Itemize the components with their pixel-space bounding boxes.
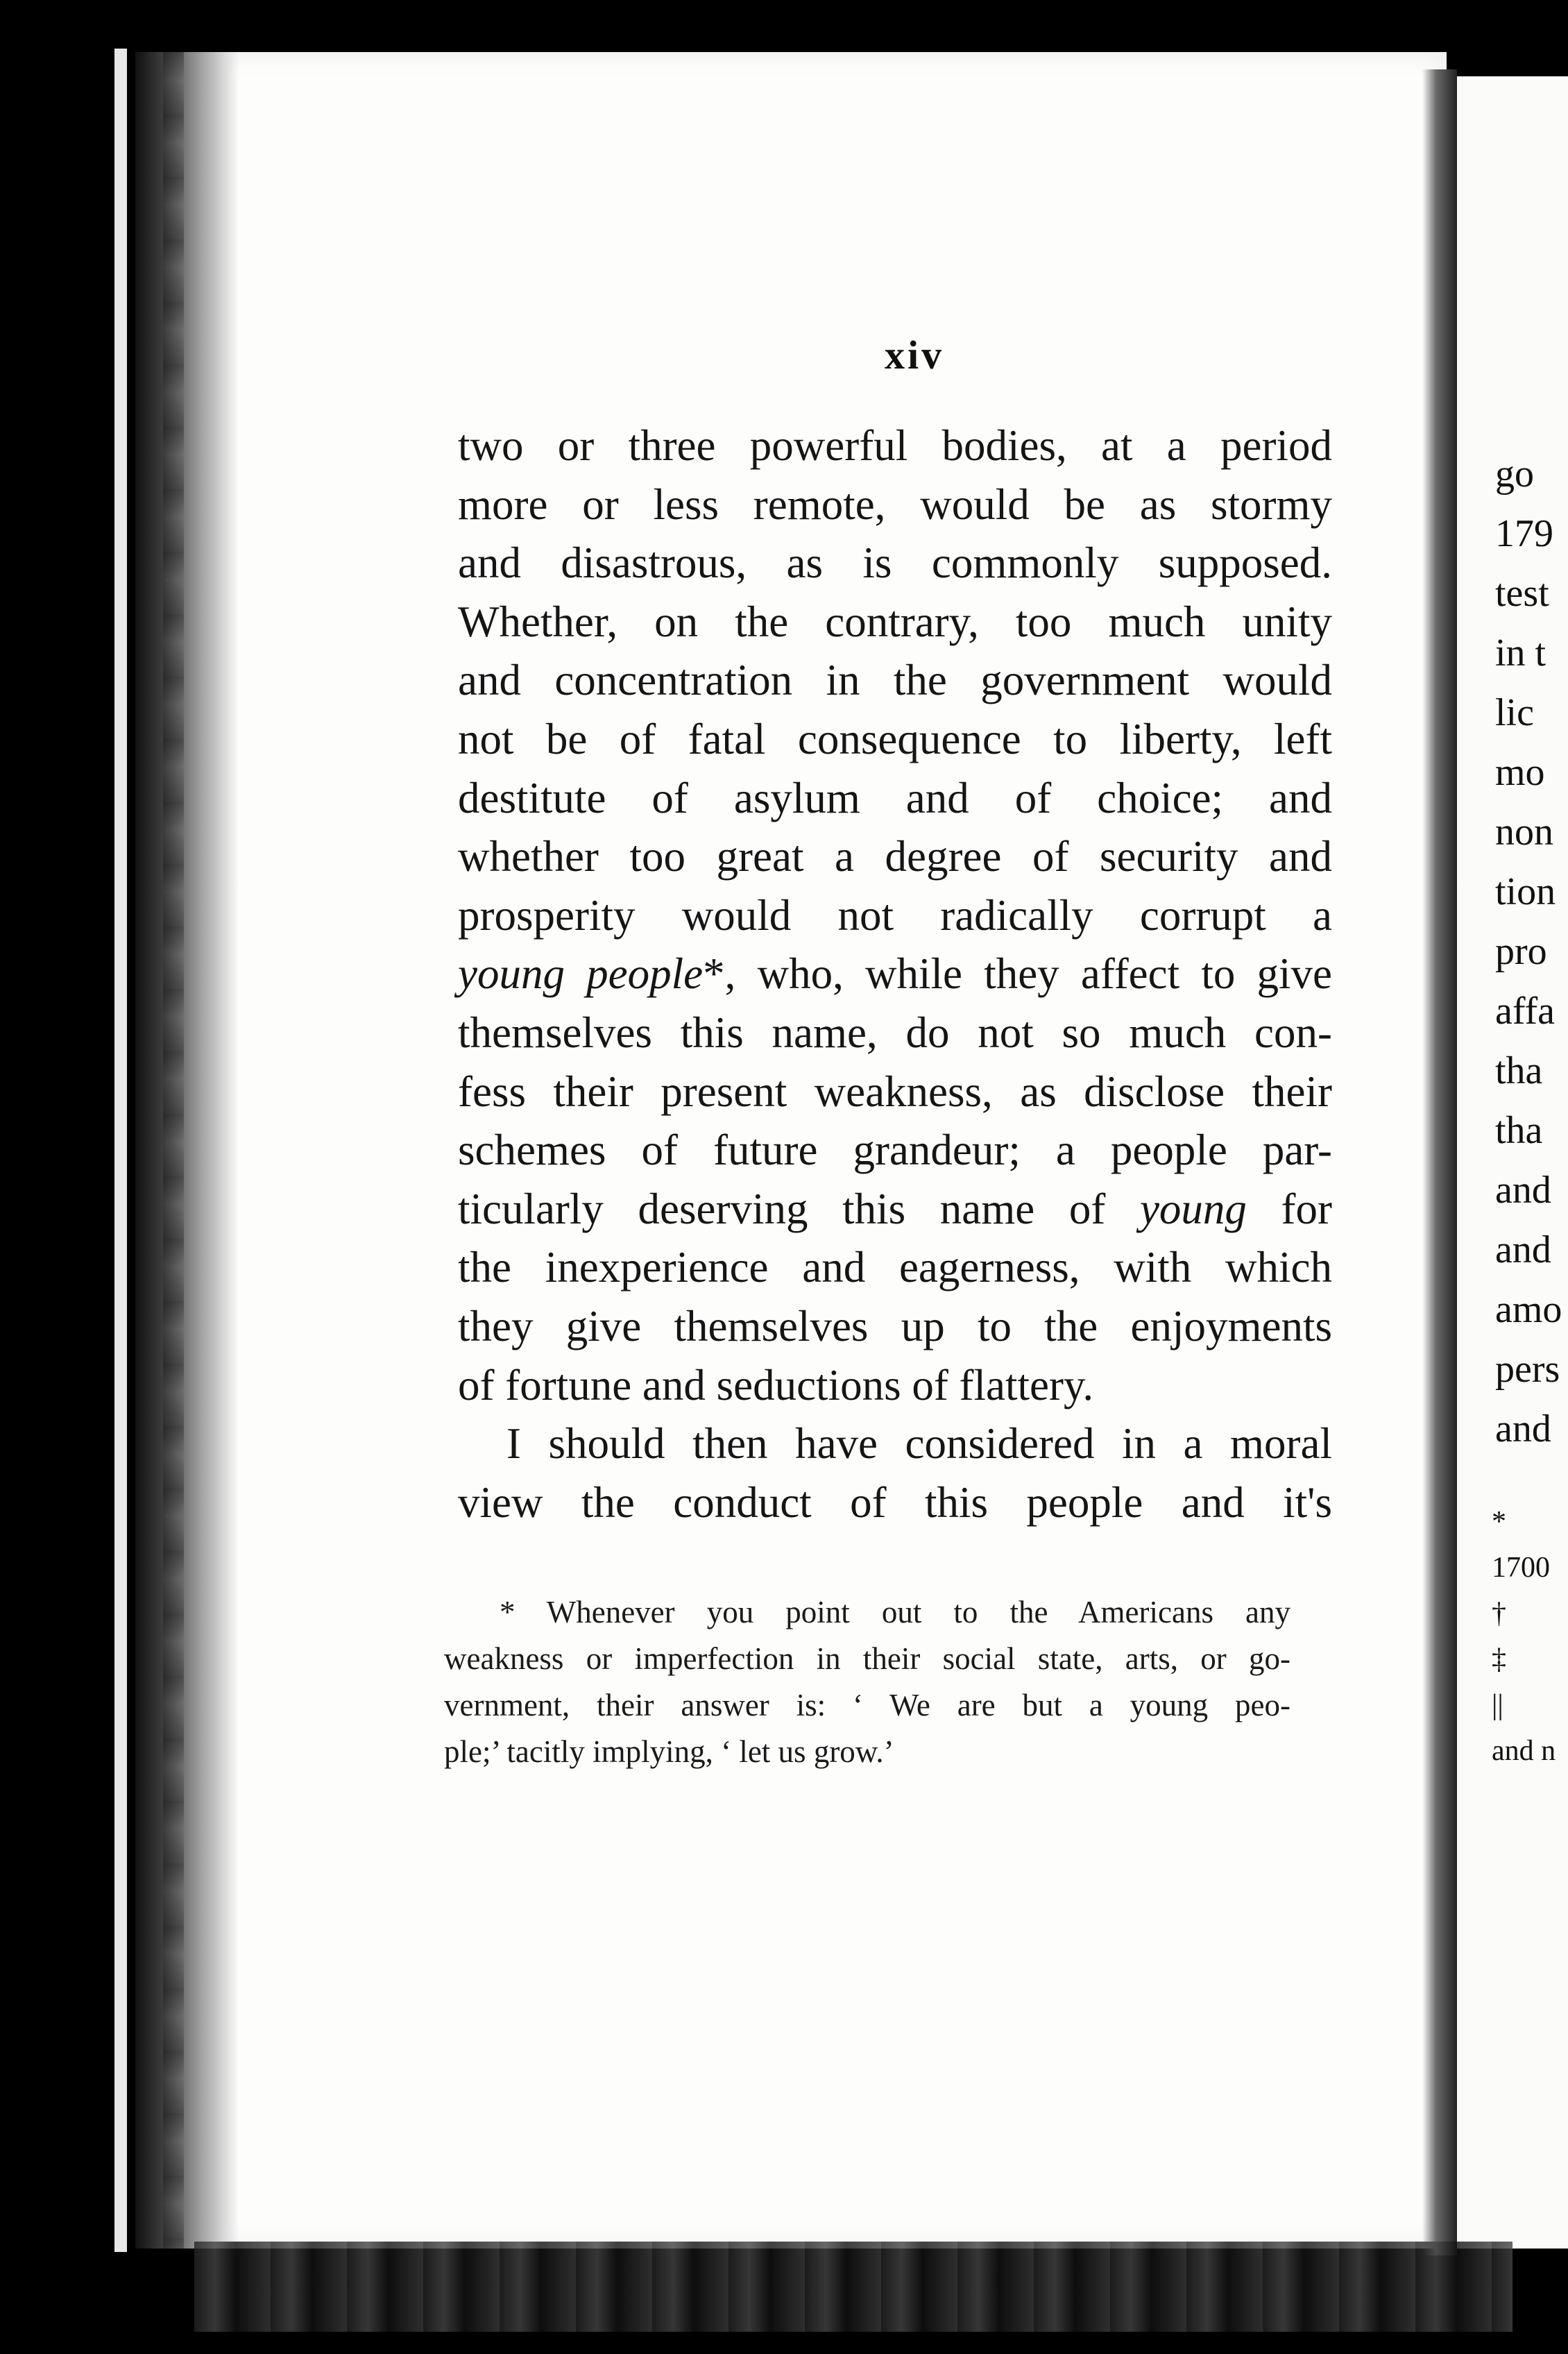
facing-note-line: 1700 bbox=[1492, 1552, 1550, 1584]
body-line: destitute of asylum and of choice; and bbox=[458, 773, 1332, 822]
facing-line: go bbox=[1495, 452, 1534, 496]
facing-line: pers bbox=[1495, 1348, 1560, 1391]
facing-line: mo bbox=[1495, 751, 1545, 794]
facing-line: 179 bbox=[1495, 512, 1553, 555]
facing-page-text bbox=[1495, 444, 1568, 1459]
body-line: view the conduct of this people and it's bbox=[458, 1477, 1332, 1527]
page-edge-strip bbox=[114, 49, 127, 2252]
body-line: whether too great a degree of security and bbox=[458, 832, 1332, 881]
body-line-with-italic bbox=[458, 945, 1332, 1004]
body-line-before: ticularly deserving this name of bbox=[458, 1184, 1140, 1233]
italic-phrase: young people bbox=[458, 949, 704, 999]
facing-note-line: and n bbox=[1492, 1735, 1556, 1767]
italic-phrase: young bbox=[1139, 1184, 1247, 1233]
footnote-line: vernment, their answer is: ‘ We are but a young peo- bbox=[444, 1688, 1290, 1722]
facing-note-line: * bbox=[1492, 1506, 1506, 1538]
facing-line: in t bbox=[1495, 632, 1546, 675]
facing-line: tion bbox=[1495, 870, 1556, 913]
footnote-line: weakness or imperfection in their social state, arts, or go- bbox=[444, 1641, 1290, 1676]
facing-line: non bbox=[1495, 811, 1553, 854]
facing-line: lic bbox=[1495, 691, 1534, 734]
page-binding-shadow bbox=[135, 52, 239, 2249]
facing-note-line: || bbox=[1492, 1689, 1503, 1721]
footnote bbox=[444, 1589, 1290, 1775]
body-line: not be of fatal consequence to liberty, left bbox=[458, 714, 1332, 763]
body-line: fess their present weakness, as disclose their bbox=[458, 1067, 1332, 1116]
body-line: and disastrous, as is commonly supposed. bbox=[458, 539, 1332, 588]
facing-line: and bbox=[1495, 1169, 1551, 1212]
facing-line: test bbox=[1495, 572, 1549, 615]
body-line: more or less remote, would be as stormy bbox=[458, 480, 1332, 529]
footnote-line: ple;’ tacitly implying, ‘ let us grow.’ bbox=[444, 1734, 894, 1769]
facing-line: amo bbox=[1495, 1288, 1562, 1331]
body-line: schemes of future grandeur; a people par- bbox=[458, 1126, 1332, 1175]
facing-line: affa bbox=[1495, 990, 1555, 1033]
footnote-line: * Whenever you point out to the Americans any bbox=[500, 1595, 1290, 1629]
body-line: Whether, on the contrary, too much unity bbox=[458, 597, 1332, 646]
body-line: themselves this name, do not so much con- bbox=[458, 1008, 1332, 1057]
facing-line: pro bbox=[1495, 930, 1547, 973]
body-text bbox=[458, 416, 1332, 1532]
page-number: xiv bbox=[885, 332, 945, 378]
body-line-rest: *, who, while they affect to give bbox=[703, 949, 1333, 999]
facing-line: tha bbox=[1495, 1049, 1543, 1092]
body-line-after: for bbox=[1246, 1184, 1332, 1233]
body-line: the inexperience and eagerness, with which bbox=[458, 1243, 1332, 1292]
facing-page-notes bbox=[1492, 1499, 1568, 1774]
body-line: prosperity would not radically corrupt a bbox=[458, 890, 1332, 940]
scan-bottom-edge bbox=[194, 2242, 1512, 2332]
body-line: and concentration in the government would bbox=[458, 656, 1332, 705]
body-line: I should then have considered in a moral bbox=[506, 1419, 1332, 1468]
facing-line: and bbox=[1495, 1407, 1551, 1450]
facing-note-line: ‡ bbox=[1492, 1643, 1506, 1675]
body-line: of fortune and seductions of flattery. bbox=[458, 1360, 1094, 1409]
body-line: they give themselves up to the enjoyments bbox=[458, 1301, 1332, 1350]
facing-line: tha bbox=[1495, 1109, 1543, 1152]
body-line: two or three powerful bodies, at a period bbox=[458, 421, 1332, 470]
facing-note-line: † bbox=[1492, 1598, 1506, 1629]
book-gutter bbox=[1422, 69, 1457, 2255]
facing-line: and bbox=[1495, 1228, 1551, 1271]
body-line-with-italic bbox=[458, 1180, 1332, 1239]
